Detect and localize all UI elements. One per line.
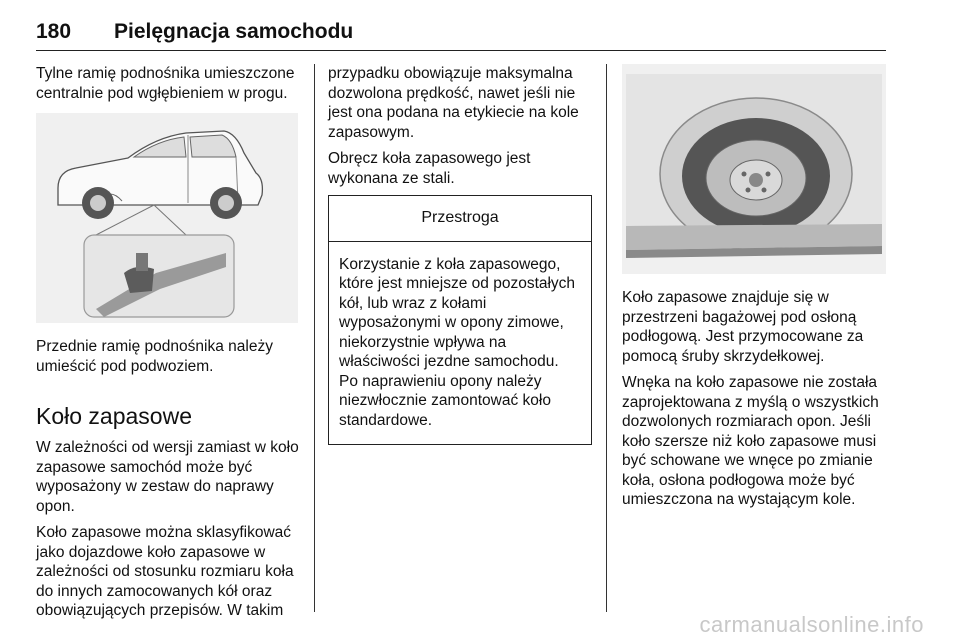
paragraph: Przednie ramię podnośnika należy umieścić pod podwoziem. [36,338,273,375]
paragraph: Wnęka na koło zapasowe nie została zaprojektowana z myślą o wszystkich dozwolonych rozmiarach opon. Jeśli koło szersze niż koło zapasowe musi być schowane we wnęce po zmianie koła, osłona podłogowa może być umieszczona na wystającym kole. [622,374,879,508]
paragraph: Tylne ramię podnośnika umieszczone centralnie pod wgłębieniem w progu. [36,65,295,102]
paragraph: przypadku obowiązuje maksymalna dozwolona prędkość, nawet jeśli nie jest ona podana na etykiecie na kole zapasowym. [328,65,579,141]
heading-spare-wheel: Koło zapasowe [36,403,192,429]
column-divider [606,64,607,612]
car-jack-illustration [36,113,298,323]
paragraph: Koło zapasowe znajduje się w przestrzeni bagażowej pod osłoną podłogową. Jest przymocowane za pomocą śruby skrzydełkowej. [622,289,864,365]
column-3 [622,64,888,517]
paragraph: W zależności od wersji zamiast w koło zapasowe samochód może być wyposażony w zestaw do naprawy opon. [36,439,299,515]
column-divider [314,64,315,612]
watermark: carmanualsonline.info [699,612,924,637]
spare-wheel-illustration [622,64,886,274]
column-1 [36,64,302,628]
paragraph: Koło zapasowe można sklasyfikować jako dojazdowe koło zapasowe w zależności od stosunku rozmiaru koła do innych zamocowanych kół oraz obowiązujących przepisów. W takim [36,524,294,619]
section-title: Pielęgnacja samochodu [114,20,354,43]
warning-box [328,195,592,445]
warning-title: Przestroga [329,196,591,242]
page-header [36,0,886,51]
warning-body: Korzystanie z koła zapasowego, które jest mniejsze od pozostałych kół, lub wraz z kołami wyposażonymi w opony zimowe, niekorzystnie wpływa na właściwości jezdne samochodu. Po naprawieniu opony należy niezwłocznie zamontować koło standardowe. [339,255,576,429]
page-number: 180 [36,20,72,43]
column-2 [328,64,594,445]
paragraph: Obręcz koła zapasowego jest wykonana ze stali. [328,150,531,187]
